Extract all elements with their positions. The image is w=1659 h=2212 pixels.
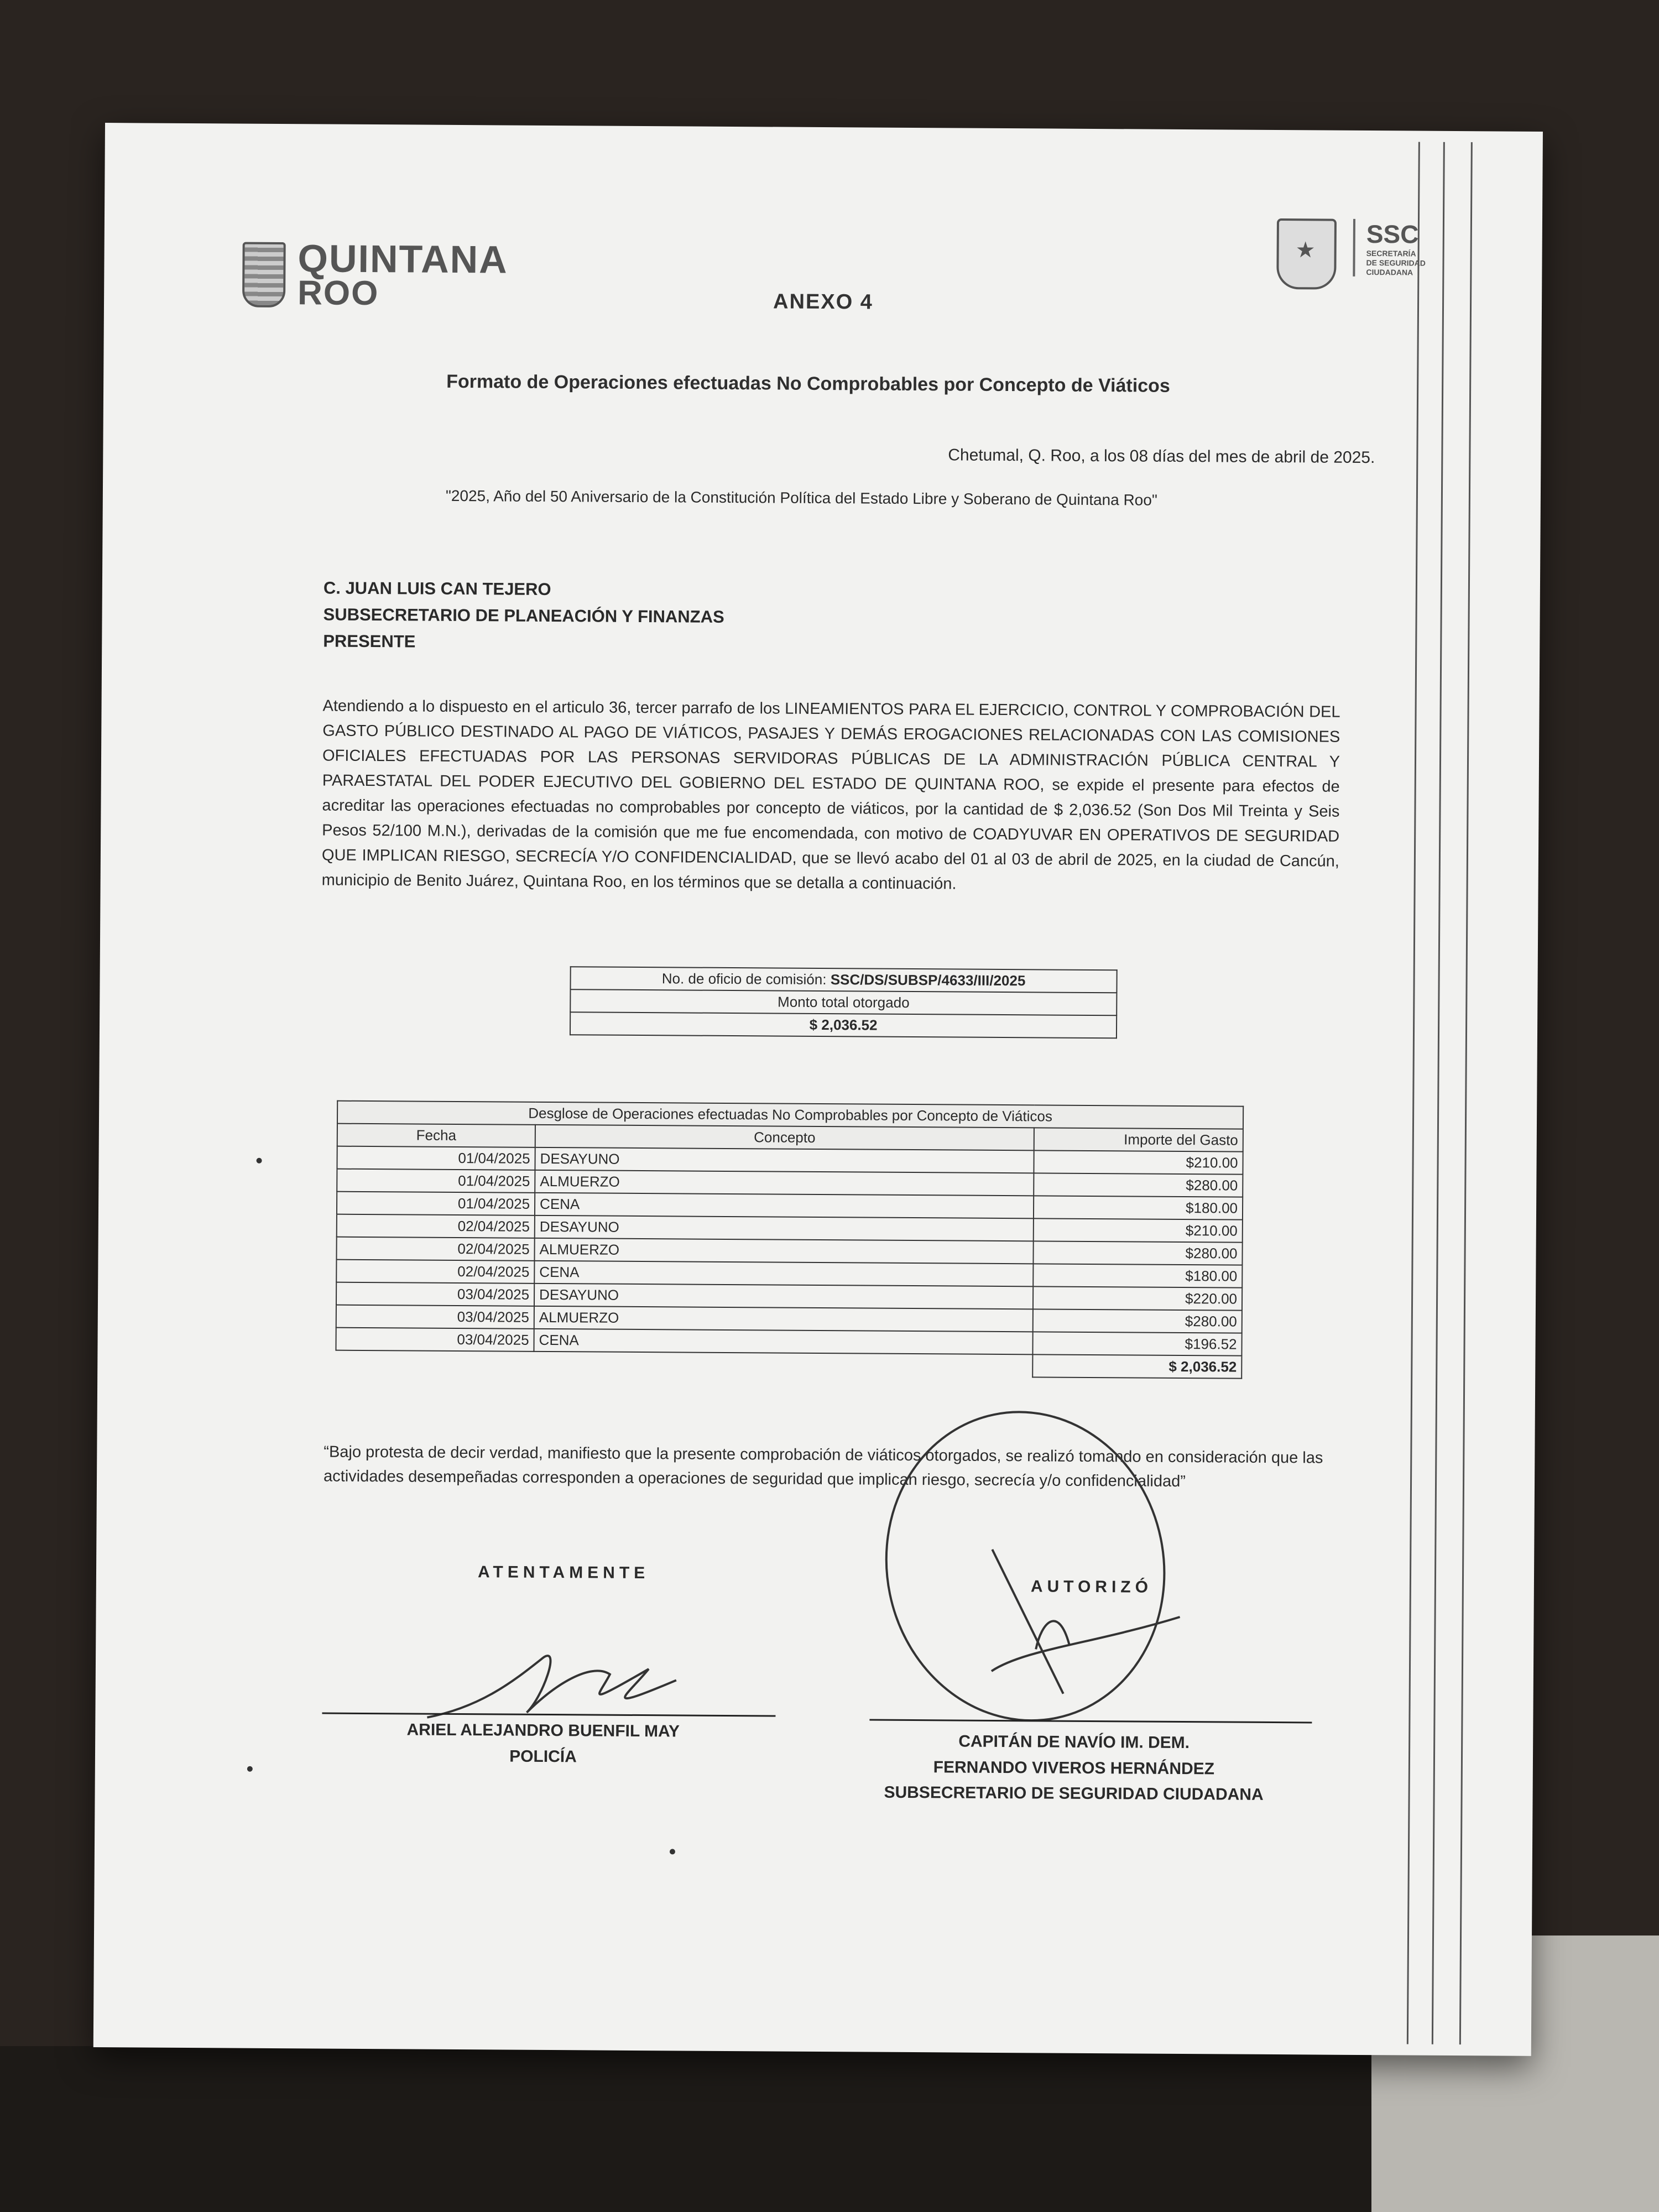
cell-fecha: 03/04/2025 [336,1282,534,1306]
print-dot [670,1849,675,1854]
cell-fecha: 02/04/2025 [337,1214,535,1238]
cell-fecha: 02/04/2025 [336,1260,534,1284]
addressee-greeting: PRESENTE [323,631,416,651]
logo-name: QUINTANA [298,237,508,281]
cell-concepto: DESAYUNO [534,1284,1033,1310]
cell-importe: $280.00 [1033,1241,1242,1265]
left-signer [316,1717,770,1771]
cell-fecha: 03/04/2025 [336,1328,534,1352]
cell-concepto: CENA [535,1193,1034,1219]
cell-concepto: ALMUERZO [534,1238,1033,1264]
cell-fecha: 01/04/2025 [337,1192,535,1215]
print-line [1459,142,1473,2044]
annex-label: ANEXO 4 [773,290,874,314]
document-sheet [93,123,1543,2056]
table-row [570,989,1117,1015]
cell-importe: $210.00 [1034,1150,1243,1174]
state-shield-icon [242,242,286,307]
print-dot [247,1766,253,1772]
right-signature-label: AUTORIZÓ [1030,1577,1153,1597]
total-label: Monto total otorgado [570,989,1117,1015]
breakdown-total: $ 2,036.52 [1032,1354,1241,1378]
print-dot [257,1158,262,1164]
col-concepto: Concepto [535,1125,1034,1151]
col-importe: Importe del Gasto [1034,1128,1243,1151]
cell-importe: $220.00 [1033,1286,1242,1310]
cell-importe: $280.00 [1033,1309,1242,1333]
cell-importe: $180.00 [1033,1264,1242,1287]
place-date: Chetumal, Q. Roo, a los 08 días del mes de abril de 2025. [948,446,1375,467]
table-row [570,1012,1117,1038]
addressee-position: SUBSECRETARIO DE PLANEACIÓN Y FINANZAS [323,604,724,627]
declaration-text: “Bajo protesta de decir verdad, manifiesto que la presente comprobación de viáticos otorgados, se realizó tomando en consideración que las actividades desempeñadas corresponden a operaciones de seguridad que implican riesgo, secrecía y/o confidencialidad” [323,1443,1323,1490]
col-fecha: Fecha [337,1124,535,1147]
cell-importe: $180.00 [1034,1196,1243,1219]
ssc-shield-icon [1276,218,1337,290]
cell-concepto: CENA [534,1261,1033,1287]
cell-importe: $280.00 [1034,1173,1243,1197]
office-label: No. de oficio de comisión: [661,970,827,988]
body-paragraph: Atendiendo a lo dispuesto en el articulo 36, tercer parrafo de los LINEAMIENTOS PARA EL EJERCICIO, CONTROL Y COMPROBACIÓN DEL GASTO PÚBLICO DESTINADO AL PAGO DE VIÁTICOS, PASAJES Y DEMÁS EROGACIONES RELACIONADAS CON LAS COMISIONES OFICIALES EFECTUADAS POR LAS PERSONAS SERVIDORAS PÚBLICAS DE LA ADMINISTRACIÓN PÚBLICA CENTRAL Y PARAESTATAL DEL PODER EJECUTIVO DEL GOBIERNO DEL ESTADO DE QUINTANA ROO, se expide el presente para efectos de acreditar las operaciones efectuadas no comprobables por concepto de viáticos, por la cantidad de $ 2,036.52 (Son Dos Mil Treinta y Seis Pesos 52/100 M.N.), derivadas de la comisión que me fue encomendada, con motivo de COADYUVAR EN OPERATIVOS DE SEGURIDAD QUE IMPLICAN RIESGO, SECRECÍA Y/O CONFIDENCIALIDAD, que se llevó acabo del 01 al 03 de abril de 2025, en la ciudad de Cancún, municipio de Benito Juárez, Quintana Roo, en los términos que se detalla a continuación. [321,697,1340,893]
table-row [570,967,1117,993]
total-amount: $ 2,036.52 [570,1012,1117,1038]
right-signer-rank: CAPITÁN DE NAVÍO IM. DEM. [958,1732,1190,1752]
year-motto: "2025, Año del 50 Aniversario de la Constitución Política del Estado Libre y Soberano de Quintana Roo" [445,487,1157,509]
cell-concepto: DESAYUNO [535,1147,1034,1173]
ssc-logo [1276,218,1427,290]
document-title: Formato de Operaciones efectuadas No Comprobables por Concepto de Viáticos [446,371,1170,397]
cell-concepto: ALMUERZO [534,1306,1033,1332]
cell-fecha: 02/04/2025 [336,1237,534,1261]
print-line [1407,142,1420,2044]
right-signer-role: SUBSECRETARIO DE SEGURIDAD CIUDADANA [884,1783,1264,1804]
logo-name2: ROO [297,273,379,312]
ssc-fullname: SECRETARÍA DE SEGURIDAD CIUDADANA [1366,248,1426,277]
cell-importe: $210.00 [1034,1218,1243,1242]
addressee-block [323,575,724,657]
office-cell [570,967,1117,993]
cell-concepto: CENA [534,1329,1032,1355]
breakdown-table [335,1100,1244,1379]
right-signer [847,1728,1301,1808]
right-handwritten-signature [803,1383,1248,1739]
addressee-name: C. JUAN LUIS CAN TEJERO [323,578,551,599]
cell-importe: $196.52 [1032,1332,1241,1355]
cell-fecha: 01/04/2025 [337,1169,535,1193]
office-number: SSC/DS/SUBSP/4633/III/2025 [830,971,1026,989]
cell-concepto: DESAYUNO [535,1215,1034,1241]
left-signer-role: POLICÍA [509,1747,577,1766]
ssc-acronym: SSC [1366,219,1419,249]
cell-fecha: 01/04/2025 [337,1146,535,1170]
print-line [1432,142,1445,2044]
right-signer-name: FERNANDO VIVEROS HERNÁNDEZ [933,1757,1215,1778]
commission-table [570,966,1118,1039]
cell-fecha: 03/04/2025 [336,1305,534,1329]
breakdown-title: Desglose de Operaciones efectuadas No Comprobables por Concepto de Viáticos [337,1101,1243,1129]
left-signature-label: ATENTAMENTE [477,1563,650,1583]
cell-concepto: ALMUERZO [535,1170,1034,1196]
left-signer-name: ARIEL ALEJANDRO BUENFIL MAY [406,1720,680,1741]
quintana-roo-logo [242,237,508,312]
